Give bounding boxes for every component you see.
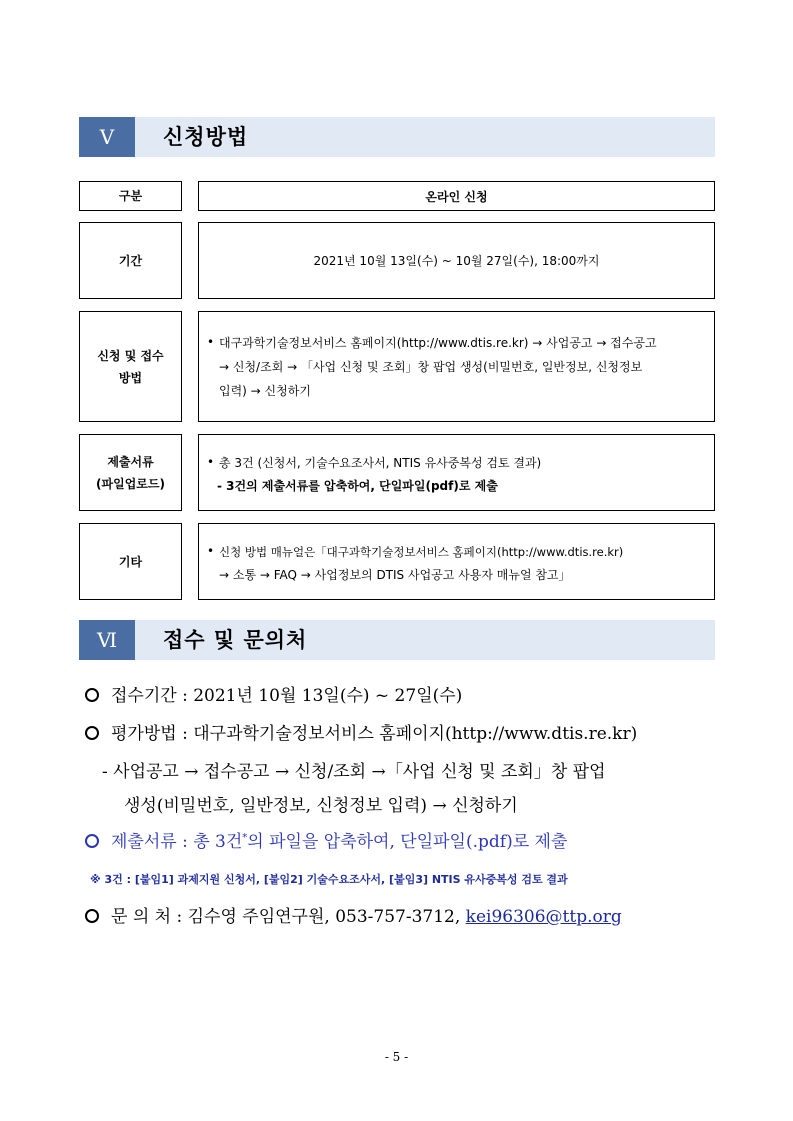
section-number: Ⅴ xyxy=(79,117,135,157)
row-content-etc xyxy=(198,523,715,600)
method-line-3: 입력) → 신청하기 xyxy=(219,384,311,398)
documents-line-2: - 3건의 제출서류를 압축하여, 단일파일(pdf)로 제출 xyxy=(217,479,498,493)
documents-line-1: 총 3건 (신청서, 기술수요조사서, NTIS 유사중복성 검토 결과) xyxy=(219,456,542,470)
inquiry-text: 문 의 처 : 김수영 주임연구원, 053-757-3712, xyxy=(111,907,466,927)
footnote-note: ※ 3건 : [붙임1] 과제지원 신청서, [붙임2] 기술수요조사서, [붙임3] NTIS 유사중복성 검토 결과 xyxy=(90,873,568,886)
row-label: 기간 xyxy=(118,253,143,268)
section-header-5 xyxy=(79,117,715,157)
docs-text: 의 파일을 압축하여, 단일파일(.pdf)로 제출 xyxy=(247,832,568,852)
bullet-dot: • xyxy=(207,544,215,558)
row-label: (파일업로드) xyxy=(96,476,165,491)
etc-line-2: → 소통 → FAQ → 사업정보의 DTIS 사업공고 사용자 매뉴얼 참고」 xyxy=(219,568,571,582)
section-title: 접수 및 문의처 xyxy=(163,628,308,652)
row-label-etc xyxy=(79,523,182,600)
table-header-category xyxy=(79,181,182,211)
circle-bullet-icon xyxy=(85,909,99,923)
row-label: 신청 및 접수 xyxy=(97,348,164,363)
eval-text: 평가방법 : 대구과학기술정보서비스 홈페이지(http://www.dtis.re.kr) xyxy=(111,724,638,744)
row-label-documents xyxy=(79,434,182,511)
docs-text: 제출서류 : 총 3건 xyxy=(111,832,243,852)
row-label: 제출서류 xyxy=(107,454,154,469)
row-label: 방법 xyxy=(118,370,143,385)
section-title: 신청방법 xyxy=(163,125,249,149)
circle-bullet-icon xyxy=(85,726,99,740)
row-label: 기타 xyxy=(118,554,143,569)
contact-period xyxy=(85,681,462,706)
contact-inquiry xyxy=(85,902,622,927)
section-header-6 xyxy=(79,620,715,660)
row-content-method xyxy=(198,311,715,422)
contact-documents xyxy=(85,827,567,852)
table-header-online xyxy=(198,181,715,211)
bullet-dot: • xyxy=(207,455,215,469)
row-label-period xyxy=(79,222,182,299)
contact-eval xyxy=(85,719,637,744)
email-link[interactable]: kei96306@ttp.org xyxy=(465,907,622,927)
docs-footnote-mark: * xyxy=(242,832,248,844)
method-line-1: 대구과학기술정보서비스 홈페이지(http://www.dtis.re.kr) → 사업공고 → 접수공고 xyxy=(219,336,657,350)
circle-bullet-icon xyxy=(85,688,99,702)
circle-bullet-icon xyxy=(85,834,99,848)
section-number: Ⅵ xyxy=(79,620,135,660)
header-label: 온라인 신청 xyxy=(425,189,488,204)
period-text: 접수기간 : 2021년 10월 13일(수) ~ 27일(수) xyxy=(111,686,463,706)
etc-line-1: 신청 방법 매뉴얼은「대구과학기술정보서비스 홈페이지(http://www.dtis.re.kr) xyxy=(219,545,624,559)
method-line-2: → 신청/조회 → 「사업 신청 및 조회」창 팝업 생성(비밀번호, 일반정보, 신청정보 xyxy=(219,360,643,374)
bullet-dot: • xyxy=(207,335,215,349)
period-text: 2021년 10월 13일(수) ~ 10월 27일(수), 18:00까지 xyxy=(313,254,600,268)
contact-steps-2: 생성(비밀번호, 일반정보, 신청정보 입력) → 신청하기 xyxy=(124,796,518,816)
contact-steps-1: - 사업공고 → 접수공고 → 신청/조회 →「사업 신청 및 조회」창 팝업 xyxy=(102,762,606,782)
row-content-period xyxy=(198,222,715,299)
row-content-documents xyxy=(198,434,715,511)
page-number: - 5 - xyxy=(384,1050,409,1064)
row-label-method xyxy=(79,311,182,422)
header-label: 구분 xyxy=(118,189,143,203)
